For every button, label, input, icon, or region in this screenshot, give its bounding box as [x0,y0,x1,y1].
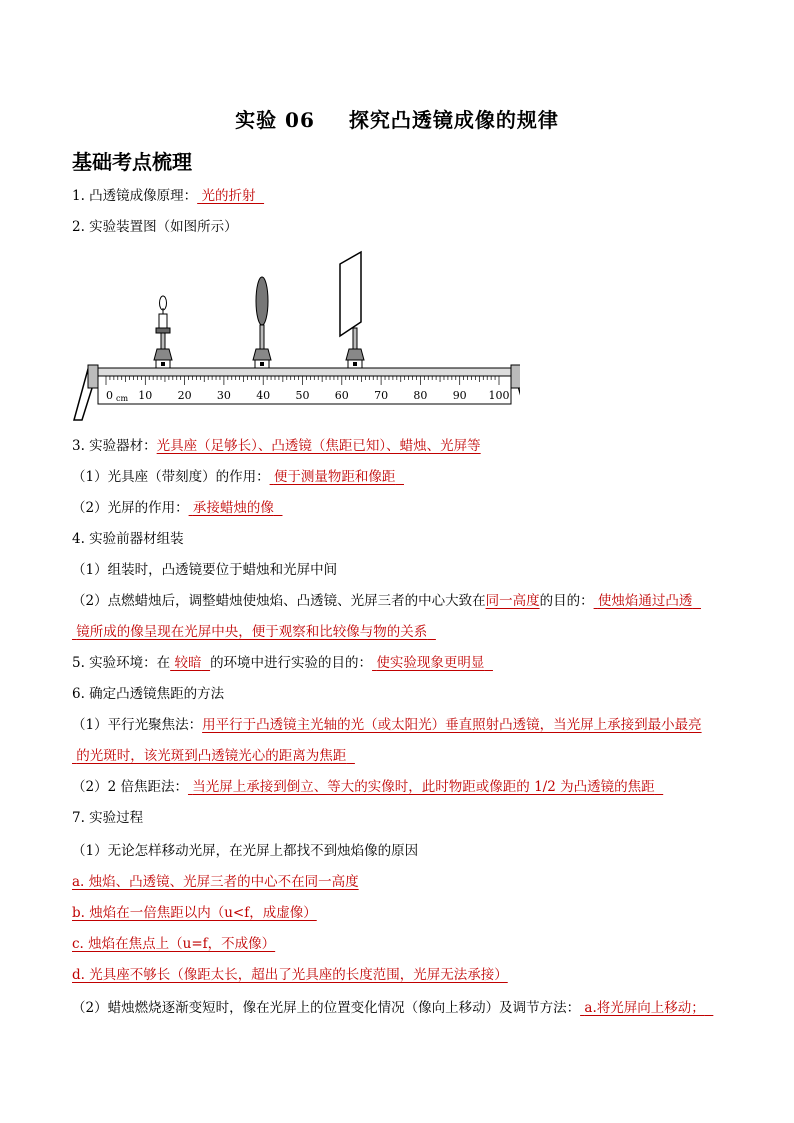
answer-3: 光具座（足够长）、凸透镜（焦距已知）、蜡烛、光屏等 [156,438,481,454]
item-7-a [72,873,359,891]
ruler-number: 90 [452,389,467,402]
item-6: 6. 确定凸透镜焦距的方法 [72,686,225,702]
screen-panel [340,252,361,336]
answer-3-2: 承接蜡烛的像 [192,500,274,516]
ruler-number: 30 [216,389,231,402]
item-3: 3. 实验器材：光具座（足够长）、凸透镜（焦距已知）、蜡烛、光屏等 [72,438,481,454]
section-title: 基础考点梳理 [72,150,192,174]
item-4-2: （2）点燃蜡烛后，调整蜡烛使烛焰、凸透镜、光屏三者的中心大致在同一高度的目的： 使烛焰通过凸透 [72,592,701,610]
optical-bench-diagram [70,248,520,426]
page-title [0,104,794,133]
item-6-1: （1）平行光聚焦法：用平行于凸透镜主光轴的光（或太阳光）垂直照射凸透镜，当光屏上承接到最小最亮 [72,717,702,733]
item-6-1-cont [72,747,355,765]
item-7-b [72,904,317,922]
candle-holder [156,328,170,333]
item-4: 4. 实验前器材组装 [72,531,184,547]
ruler-number: 100 [488,389,510,402]
ruler-number: 40 [256,389,271,402]
item-5: 5. 实验环境：在 较暗 的环境中进行实验的目的： 使实验现象更明显 [72,654,493,672]
ruler-number: 10 [138,389,153,402]
answer-4-2-b: 使烛焰通过凸透 [597,593,693,609]
item-7-d [72,966,508,984]
answer-1: 光的折射 [201,188,256,204]
light-screen [340,252,364,368]
answer-4-2-a: 同一高度 [485,593,540,609]
item-7-c [72,935,275,953]
item-3-2: （2）光屏的作用： 承接蜡烛的像 [72,499,282,517]
item-7-1: （1）无论怎样移动光屏，在光屏上都找不到烛焰像的原因 [72,843,419,859]
item-2: 2. 实验装置图（如图所示） [72,219,238,235]
answer-7-d: d. 光具座不够长（像距太长，超出了光具座的长度范围，光屏无法承接） [72,967,508,983]
answer-6-2: 当光屏上承接到倒立、等大的实像时，此时物距或像距的 1/2 为凸透镜的焦距 [192,779,655,795]
answer-6-1-b: 的光斑时，该光斑到凸透镜光心的距离为焦距 [76,748,347,764]
item-7-2: （2）蜡烛燃烧逐渐变短时，像在光屏上的位置变化情况（像向上移动）及调节方法： a.将光屏向上移动； [72,999,713,1017]
item-1: 1. 凸透镜成像原理： 光的折射 [72,187,264,205]
ruler-number: 20 [177,389,192,402]
item-4-2-cont [72,623,436,641]
candle-body [159,314,167,328]
candle-flame [160,296,167,310]
left-end-cap [88,365,98,388]
candle-base [154,349,172,360]
candle-post [161,333,165,349]
title-prefix: 实验 06 [235,108,315,132]
ruler-number: 50 [295,389,310,402]
answer-7-2: a.将光屏向上移动； [584,1000,705,1016]
ruler-number: 80 [413,389,428,402]
right-end-cap [511,365,520,388]
item-3-1: （1）光具座（带刻度）的作用： 便于测量物距和像距 [72,468,404,486]
answer-7-c: c. 烛焰在焦点上（u=f，不成像） [72,936,276,952]
ruler-number: 60 [334,389,349,402]
answer-5-a: 较暗 [174,655,202,671]
screen-post [353,328,357,349]
item-7: 7. 实验过程 [72,810,144,826]
answer-3-1: 便于测量物距和像距 [273,469,396,485]
ruler-number: 0 [106,389,113,402]
answer-7-b: b. 烛焰在一倍焦距以内（u<f，成虚像） [72,905,317,921]
ruler-number: 70 [374,389,389,402]
convex-lens [253,277,271,368]
candle [154,296,172,368]
screen-base [346,349,364,360]
lens-base [253,349,271,360]
answer-6-1-a: 用平行于凸透镜主光轴的光（或太阳光）垂直照射凸透镜，当光屏上承接到最小最亮 [202,717,702,733]
item-6-2: （2）2 倍焦距法： 当光屏上承接到倒立、等大的实像时，此时物距或像距的 1/2 为凸透镜的焦距 [72,778,663,796]
item-4-1: （1）组装时，凸透镜要位于蜡烛和光屏中间 [72,562,338,578]
lens-glass [256,277,268,325]
answer-7-a: a. 烛焰、凸透镜、光屏三者的中心不在同一高度 [72,874,359,890]
answer-5-b: 使实验现象更明显 [376,655,485,671]
answer-4-2-c: 镜所成的像呈现在光屏中央，便于观察和比较像与物的关系 [76,624,428,640]
lens-post [260,325,264,349]
bench-rail [98,368,511,376]
ruler-unit: cm [116,394,129,403]
title-main: 探究凸透镜成像的规律 [348,108,559,132]
apparatus-figure [70,248,520,430]
